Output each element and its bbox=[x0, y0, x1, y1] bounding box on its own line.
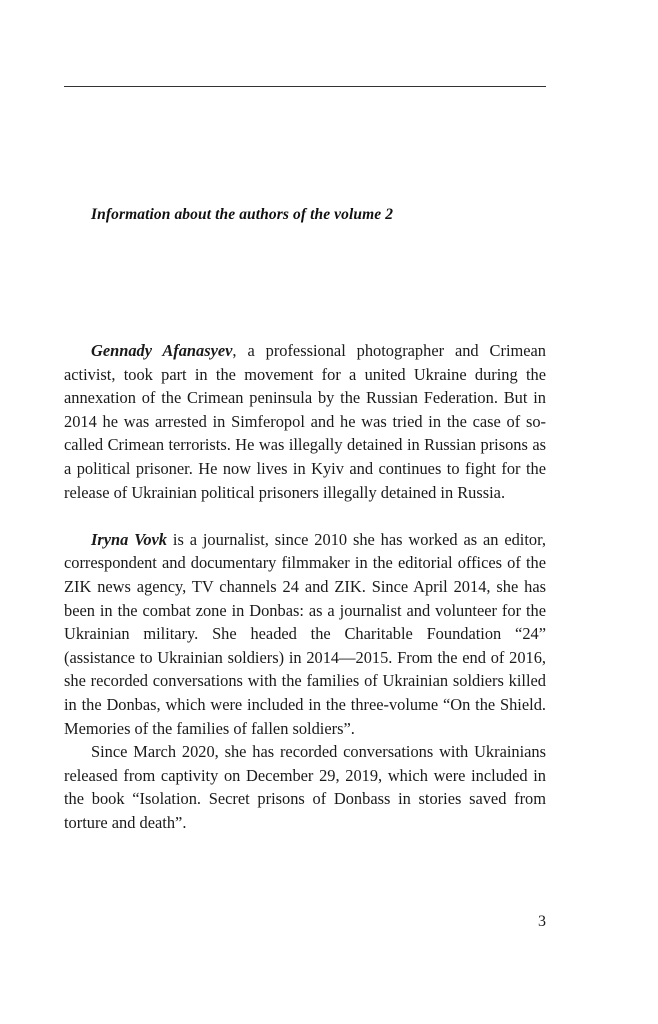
paragraph-gennady-afanasyev bbox=[64, 339, 546, 504]
paragraph-body-text: , a professional photographer and Crimean activist, took part in the movement for a united Ukraine during the annexation of the Crimean peninsula by the Russian Federation. But in 2014 he was arrested in Simferopol and he was tried in the case of so-called Crimean terrorists. He was illegally detained in Russian prisons as a political prisoner. He now lives in Kyiv and continues to fight for the release of Ukrainian political prisoners illegally detained in Russia. bbox=[64, 341, 546, 502]
body-text-block bbox=[64, 339, 546, 834]
author-name-gennady-afanasyev: Gennady Afanasyev bbox=[91, 341, 233, 360]
paragraph-iryna-vovk bbox=[64, 528, 546, 740]
paragraph-iryna-vovk-continued bbox=[64, 740, 546, 834]
paragraph-body-text: Since March 2020, she has recorded conversations with Ukrainians released from captivity on December 29, 2019, which were included in the book “Isolation. Secret prisons of Donbass in stories saved from torture and death”. bbox=[64, 742, 546, 832]
paragraph-body-text: is a journalist, since 2010 she has worked as an editor, correspondent and documentary filmmaker in the editorial offices of the ZIK news agency, TV channels 24 and ZIK. Since April 2014, she has been in the combat zone in Donbas: as a journalist and volunteer for the Ukrainian military. She headed the Charitable Foundation “24” (assistance to Ukrainian soldiers) in 2014—2015. From the end of 2016, she recorded conversations with the families of Ukrainian soldiers killed in the Donbas, which were included in the three-volume “On the Shield. Memories of the families of fallen soldiers”. bbox=[64, 529, 546, 738]
header-rule bbox=[64, 86, 546, 87]
author-name-iryna-vovk: Iryna Vovk bbox=[91, 529, 168, 549]
page-title: Information about the authors of the volume 2 bbox=[91, 206, 394, 223]
page-number: 3 bbox=[538, 913, 546, 930]
